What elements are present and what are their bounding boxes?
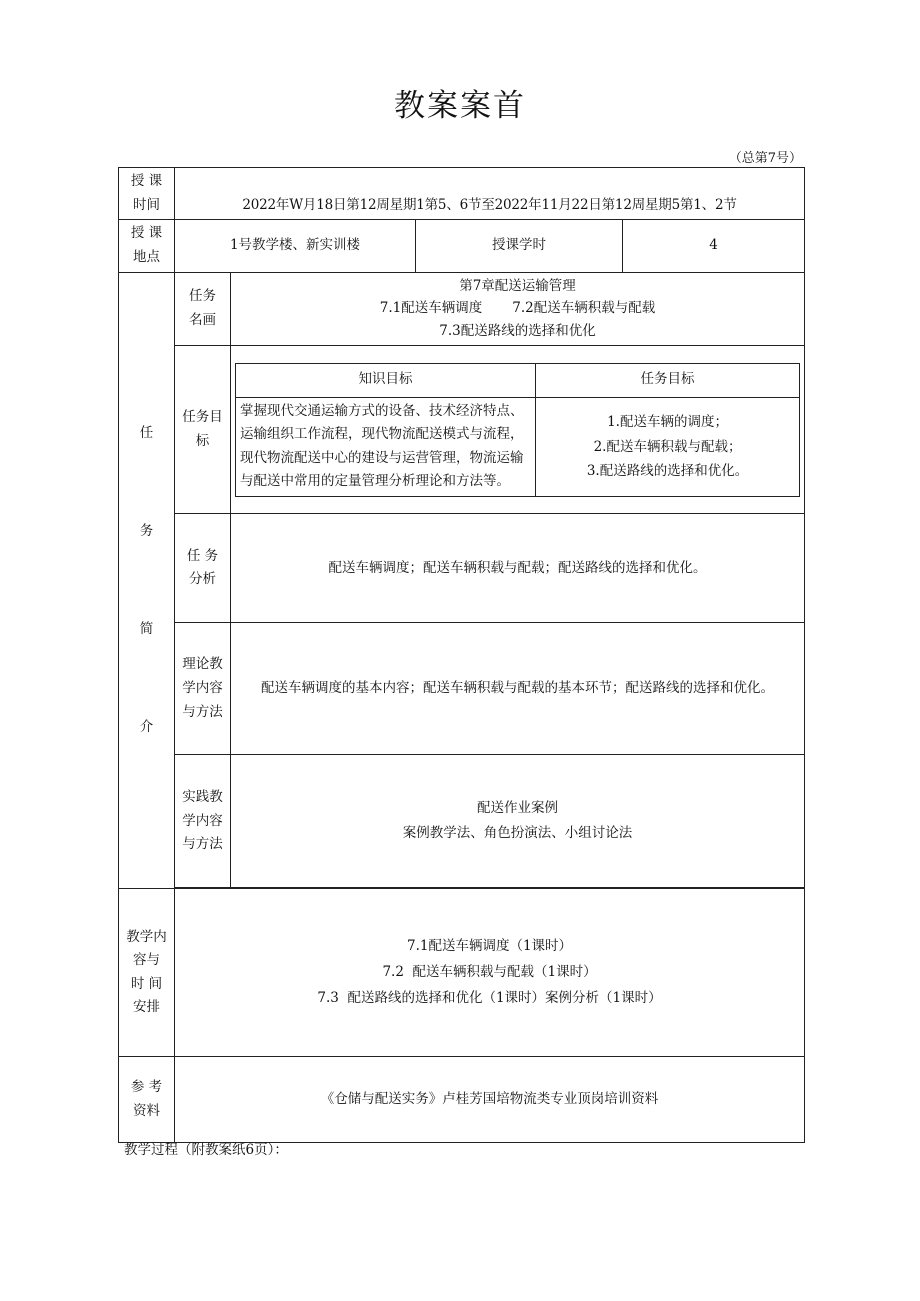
task-name-content [231,272,805,346]
task-goal-grid [235,363,800,498]
schedule-label: 教学内 容与 时 间 安排 [119,889,175,1057]
theory-label: 理论教 学内容 与方法 [175,623,231,755]
task-goal-cell [231,346,805,514]
task-goal-item: 2.配送车辆积载与配载； [593,438,742,455]
knowledge-goal-header: 知识目标 [236,363,536,397]
task-goal-item: 3.配送路线的选择和优化。 [586,462,749,479]
time-label: 授 课 时间 [119,168,175,220]
practice-label: 实践教 学内容 与方法 [175,755,231,888]
side-char: 简 [139,621,154,638]
task-intro-side-label [119,272,175,889]
side-char: 务 [139,523,154,540]
lesson-plan-table [118,167,805,1143]
place-value: 1号教学楼、新实训楼 [175,220,416,272]
practice-line: 案例教学法、角色扮演法、小组讨论法 [402,825,633,842]
time-value: 2022年W月18日第12周星期1第5、6节至2022年11月22日第12周星期5第1、2节 [175,168,805,220]
task-goal-label: 任务目 标 [175,346,231,514]
serial-number: （总第7号） [728,151,802,166]
practice-content [231,755,805,888]
page-title: 教案案首 [394,88,526,124]
task-analysis-label: 任 务 分析 [175,514,231,623]
task-name-line: 7.1配送车辆调度 7.2配送车辆积载与配载 [379,300,656,317]
task-goal-header: 任务目标 [536,363,800,397]
schedule-line: 7.2 配送车辆积载与配载（1课时） [382,963,597,980]
schedule-line: 7.3 配送路线的选择和优化（1课时）案例分析（1课时） [317,989,662,1006]
schedule-content [175,889,805,1057]
task-name-line: 7.3配送路线的选择和优化 [439,323,596,340]
knowledge-goal-text: 掌握现代交通运输方式的设备、技术经济特点、运输组织工作流程，现代物流配送模式与流程，现代物流配送中心的建设与运营管理，物流运输与配送中常用的定量管理分析理论和方法等。 [236,397,536,497]
hours-label: 授课学时 [416,220,623,272]
practice-line: 配送作业案例 [477,799,559,816]
schedule-line: 7.1配送车辆调度（1课时） [406,938,573,955]
place-label: 授 课 地点 [119,220,175,272]
hours-value: 4 [623,220,805,272]
theory-text: 配送车辆调度的基本内容；配送车辆积载与配载的基本环节；配送路线的选择和优化。 [231,623,805,755]
reference-text: 《仓储与配送实务》卢桂芳国培物流类专业顶岗培训资料 [175,1057,805,1143]
task-analysis-text: 配送车辆调度；配送车辆积载与配载；配送路线的选择和优化。 [231,514,805,623]
task-name-line: 第7章配送运输管理 [459,277,576,294]
task-goal-list [536,397,800,497]
task-goal-item: 1.配送车辆的调度； [607,414,728,431]
reference-label: 参 考 资料 [119,1057,175,1143]
side-char: 介 [139,719,154,736]
task-name-label: 任务 名画 [175,272,231,346]
teaching-process-note: 教学过程（附教案纸6页）： [124,1142,288,1158]
side-char: 任 [139,425,154,442]
